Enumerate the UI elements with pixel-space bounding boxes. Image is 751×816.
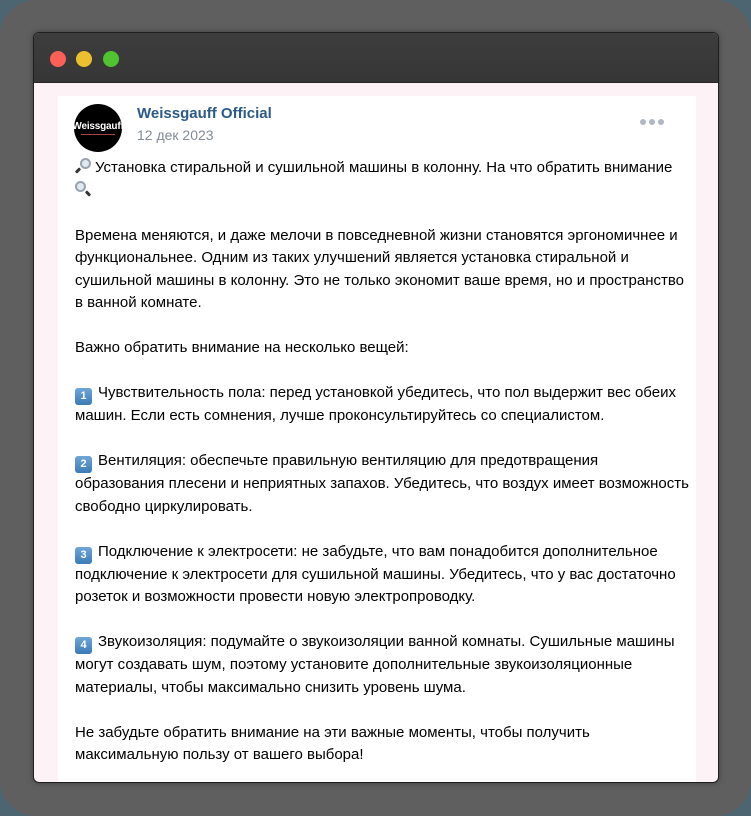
post-lead-in: Важно обратить внимание на несколько вещей: xyxy=(75,339,409,356)
more-options-button[interactable] xyxy=(640,119,664,125)
list-item xyxy=(75,541,690,609)
more-horizontal-icon-dot xyxy=(649,119,655,125)
keycap-4-icon: 4 xyxy=(75,637,92,654)
list-item xyxy=(75,631,690,699)
post-title xyxy=(75,157,690,202)
minimize-window-button[interactable] xyxy=(76,51,92,67)
browser-window xyxy=(33,32,719,783)
post-intro: Времена меняются, и даже мелочи в повседневной жизни становятся эргономичнее и функциональнее. Одним из таких улучшений является установка стиральной и сушильной машины в колонну. Это не только экономит ваше время, но и пространство в ванной комнате. xyxy=(75,226,684,311)
close-window-button[interactable] xyxy=(50,51,66,67)
post-closing: Не забудьте обратить внимание на эти важные моменты, чтобы получить максимальную пользу от вашего выбора! xyxy=(75,723,590,763)
list-item-text: Чувствительность пола: перед установкой убедитесь, что пол выдержит вес обеих машин. Если есть сомнения, лучше проконсультируйтесь со специалистом. xyxy=(75,384,676,424)
post-date[interactable]: 12 дек 2023 xyxy=(137,127,214,143)
keycap-3-icon: 3 xyxy=(75,547,92,564)
avatar-logo-text: Weissgauff xyxy=(72,121,124,132)
list-item xyxy=(75,382,690,428)
post-body xyxy=(75,157,690,767)
window-titlebar xyxy=(34,33,718,83)
more-horizontal-icon xyxy=(640,119,646,125)
list-item-text: Звукоизоляция: подумайте о звукоизоляции ванной комнаты. Сушильные машины могут создавать шум, поэтому установите дополнительные звукоизоляционные материалы, чтобы максимально снизить уровень шума. xyxy=(75,633,675,696)
keycap-1-icon: 1 xyxy=(75,388,92,405)
list-item-text: Подключение к электросети: не забудьте, что вам понадобится дополнительное подключение к электросети для сушильной машины. Убедитесь, что у вас достаточно розеток и возможности провести новую электропроводку. xyxy=(75,542,676,605)
list-item xyxy=(75,450,690,518)
post-title-text: Установка стиральной и сушильной машины в колонну. На что обратить внимание xyxy=(95,159,673,176)
post-author-name: Weissgauff Official xyxy=(137,105,272,122)
avatar[interactable] xyxy=(74,104,122,152)
post-author-link[interactable] xyxy=(137,105,272,122)
avatar-tagline xyxy=(81,134,115,135)
list-item-text: Вентиляция: обеспечьте правильную вентиляцию для предотвращения образования плесени и неприятных запахов. Убедитесь, что воздух имеет возможность свободно циркулировать. xyxy=(75,452,689,515)
keycap-2-icon: 2 xyxy=(75,456,92,473)
more-horizontal-icon-dot xyxy=(658,119,664,125)
post-card xyxy=(58,96,696,783)
maximize-window-button[interactable] xyxy=(103,51,119,67)
magnifying-glass-left-icon xyxy=(75,158,91,174)
magnifying-glass-right-icon xyxy=(75,181,91,197)
